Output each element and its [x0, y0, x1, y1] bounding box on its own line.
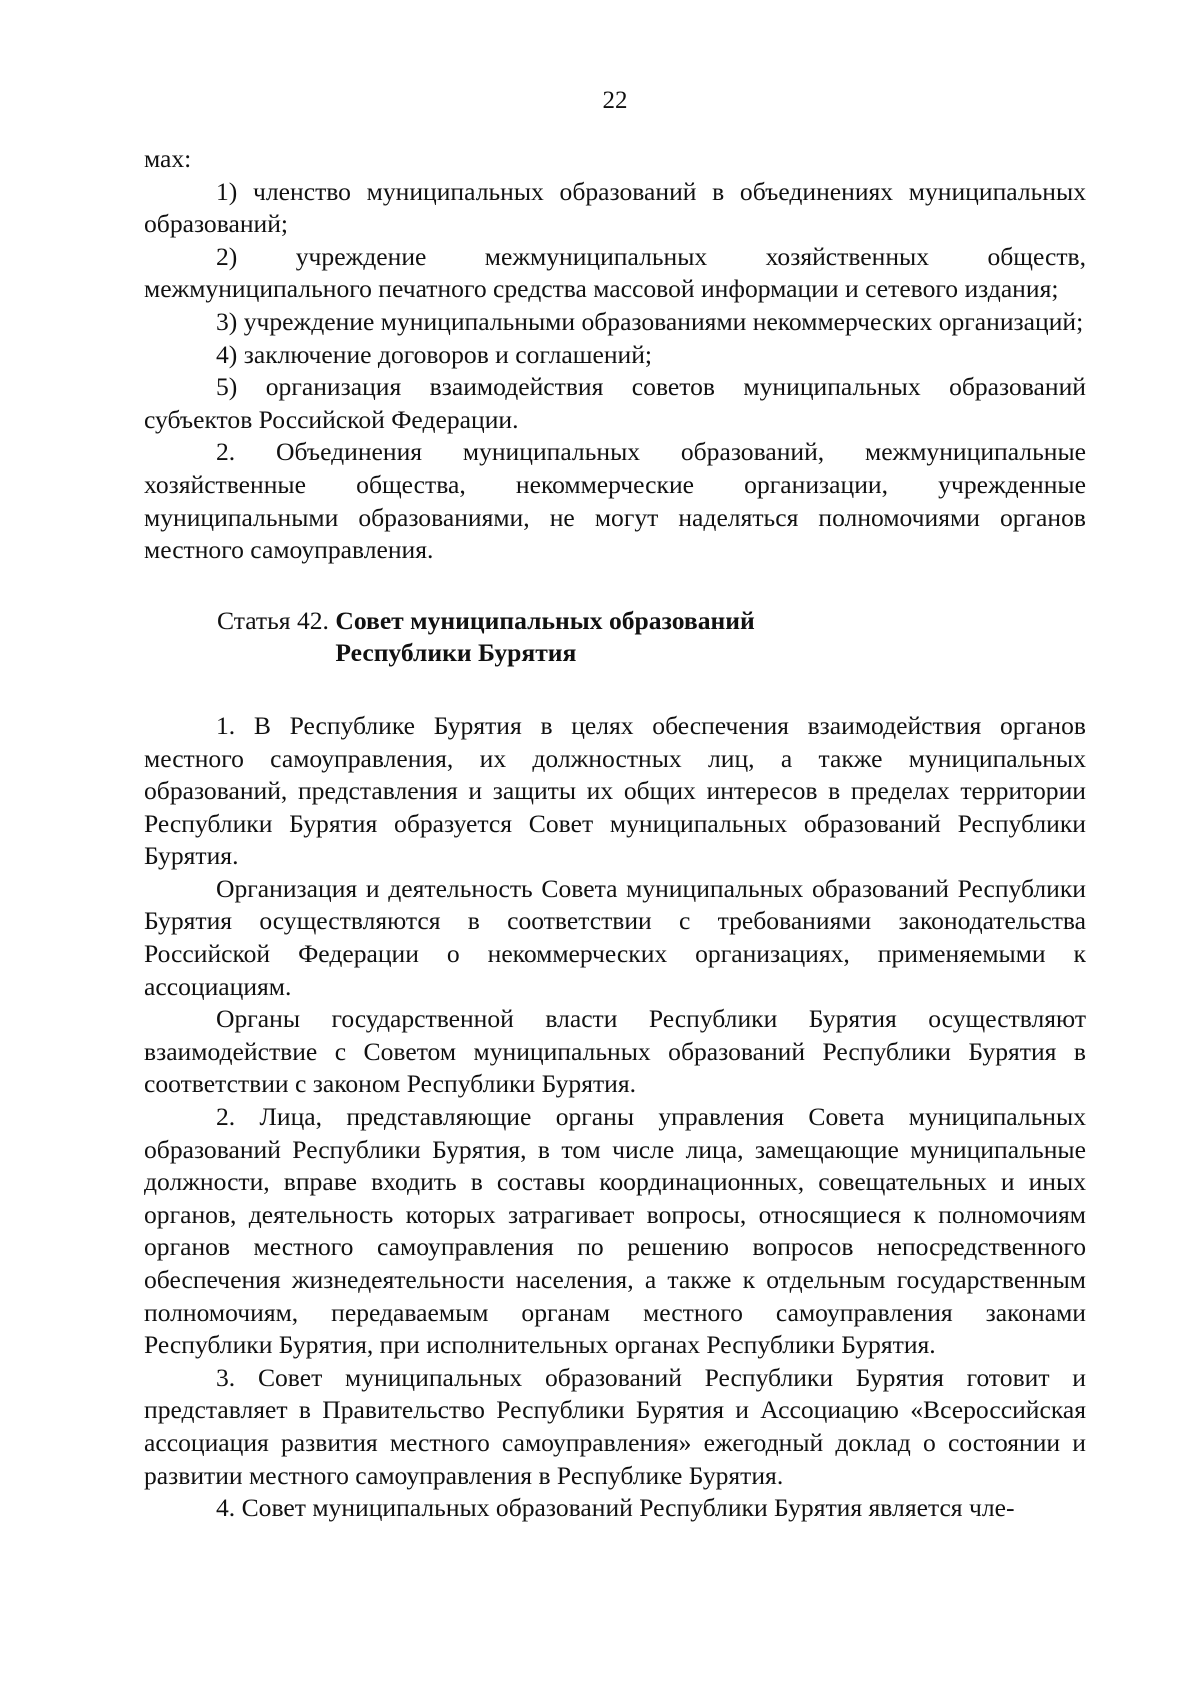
- article-heading: [144, 605, 1086, 670]
- paragraph: мах:: [144, 144, 192, 173]
- article-label: Статья 42.: [217, 605, 336, 635]
- paragraph: 3. Совет муниципальных образований Республики Бурятия готовит и представляет в Правительство Республики Бурятия и Ассоциацию «Всероссийская ассоциация развития местного самоуправления» ежегодный доклад о состоянии и развитии местного самоуправления в Республике Бурятия.: [144, 1362, 1086, 1490]
- paragraph: 1. В Республике Бурятия в целях обеспечения взаимодействия органов местного самоуправления, их должностных лиц, а также муниципальных образований, представления и защиты их общих интересов в пределах территории Республики Бурятия образуется Совет муниципальных образований Республики Бурятия.: [144, 710, 1086, 871]
- paragraph: 5) организация взаимодействия советов муниципальных образований субъектов Российской Федерации.: [144, 372, 1086, 434]
- paragraphs-after-article: [144, 710, 1086, 1525]
- paragraph: 2. Объединения муниципальных образований, межмуниципальные хозяйственные общества, некоммерческие организации, учрежденные муниципальными образованиями, не могут наделяться полномочиями органов местного самоуправления.: [144, 437, 1086, 565]
- paragraph: Органы государственной власти Республики Бурятия осуществляют взаимодействие с Советом муниципальных образований Республики Бурятия в соответствии с законом Республики Бурятия.: [144, 1004, 1086, 1099]
- paragraph: 3) учреждение муниципальными образованиями некоммерческих организаций;: [216, 306, 1084, 336]
- paragraphs-before-article: [144, 143, 1086, 567]
- paragraph: 2) учреждение межмуниципальных хозяйственных обществ, межмуниципального печатного средства массовой информации и сетевого издания;: [144, 241, 1086, 304]
- paragraph: Организация и деятельность Совета муниципальных образований Республики Бурятия осуществляются в соответствии с требованиями законодательства Российской Федерации о некоммерческих организациях, применяемыми к ассоциациям.: [144, 873, 1086, 1001]
- paragraph: 4. Совет муниципальных образований Республики Бурятия является чле-: [216, 1493, 1015, 1523]
- article-title: Совет муниципальных образований Республики Бурятия: [335, 605, 755, 668]
- paragraph: 2. Лица, представляющие органы управления Совета муниципальных образований Республики Бурятия, в том числе лица, замещающие муниципальные должности, вправе входить в составы координационных, совещательных и иных органов, деятельность которых затрагивает вопросы, относящиеся к полномочиям органов местного самоуправления по решению вопросов непосредственного обеспечения жизнедеятельности населения, а также к отдельным государственным полномочиям, передаваемым органам местного самоуправления законами Республики Бурятия, при исполнительных органах Республики Бурятия.: [144, 1102, 1086, 1360]
- document-body: [144, 143, 1086, 1525]
- paragraph: 1) членство муниципальных образований в объединениях муниципальных образований;: [144, 176, 1086, 239]
- page-number: 22: [602, 87, 628, 114]
- paragraph: 4) заключение договоров и соглашений;: [216, 339, 653, 369]
